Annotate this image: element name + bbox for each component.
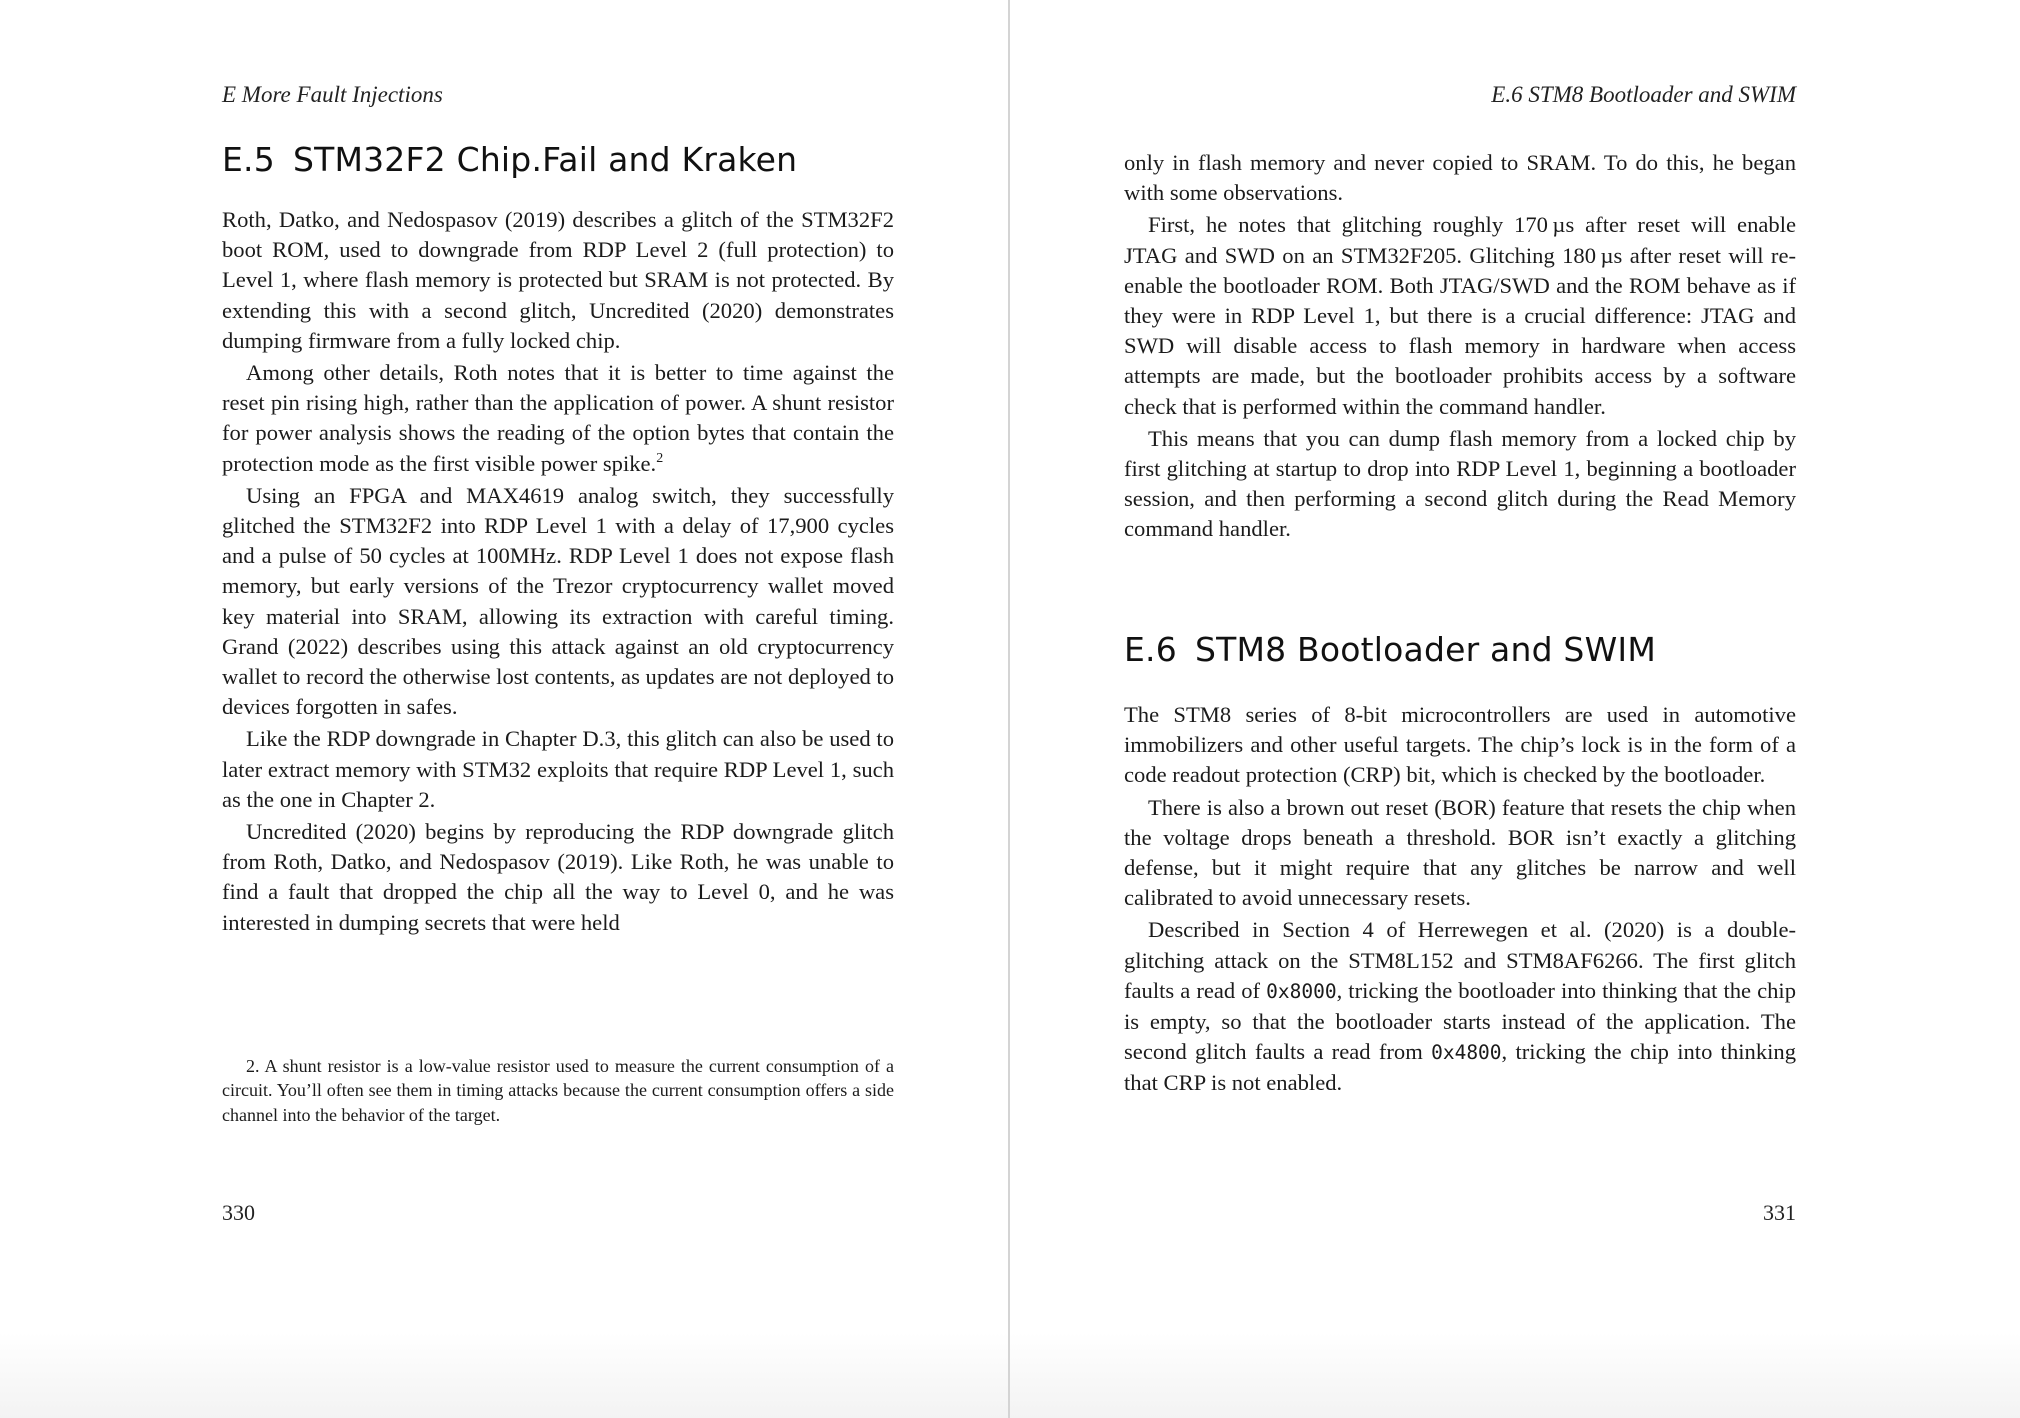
paragraph: Like the RDP downgrade in Chapter D.3, this glitch can also be used to later extract memory with STM32 exploits that require RDP Level 1, such as the one in Chapter 2.	[222, 726, 894, 812]
paragraph: only in flash memory and never copied to SRAM. To do this, he began with some observations.	[1124, 150, 1796, 206]
paragraph	[222, 358, 894, 479]
left-page	[222, 0, 894, 1418]
page-number-right: 331	[1763, 1200, 1796, 1225]
footnote: 2. A shunt resistor is a low-value resistor used to measure the current consumption of a circuit. You’ll often see them in timing attacks because the current consumption offers a side channel into the behavior of the target.	[222, 1056, 894, 1125]
section-body-e5-continued	[1124, 148, 1796, 545]
section-number: E.6	[1124, 630, 1177, 669]
paragraph: Uncredited (2020) begins by reproducing the RDP downgrade glitch from Roth, Datko, and Nedospasov (2019). Like Roth, he was unable to find a fault that dropped the chip all the way to Level 0, and he was interested in dumping secrets that were held	[222, 819, 894, 935]
section-heading-e6	[1124, 630, 1796, 669]
paragraph	[1124, 915, 1796, 1098]
paragraph-text: Described in Section 4 of Herrewegen et al. (2020) is a double-glitching attack on the STM8L152 and STM8AF6266. The first glitch faults a read of	[1124, 917, 1796, 1003]
section-body-e5	[222, 205, 894, 938]
paragraph: Using an FPGA and MAX4619 analog switch, they successfully glitched the STM32F2 into RDP Level 1 with a delay of 17,900 cycles and a pulse of 50 cycles at 100MHz. RDP Level 1 does not expose flash memory, but early versions of the Trezor cryptocurrency wallet moved key material into SRAM, allowing its extraction with careful timing. Grand (2022) describes using this attack against an old cryptocurrency wallet to record the otherwise lost contents, as updates are not deployed to devices forgotten in safes.	[222, 482, 894, 720]
section-title-text: STM8 Bootloader and SWIM	[1194, 630, 1657, 669]
footnote-marker[interactable]: 2	[656, 450, 664, 466]
section-title-text: STM32F2 Chip.Fail and Kraken	[292, 140, 798, 179]
page-number-left: 330	[222, 1200, 255, 1225]
page-gutter-divider	[1008, 0, 1010, 1418]
section-number: E.5	[222, 140, 275, 179]
section-heading-e5	[222, 140, 894, 179]
running-head-left: E More Fault Injections	[222, 82, 443, 107]
paragraph-text: Among other details, Roth notes that it is better to time against the reset pin rising high, rather than the application of power. A shunt resistor for power analysis shows the reading of the option bytes that contain the protection mode as the first visible power spike.	[222, 360, 894, 476]
right-page	[1124, 0, 1796, 1418]
inline-code-address: 0x4800	[1431, 1041, 1502, 1065]
paragraph-text: , tricking the bootloader into thinking that the chip is empty, so that the bootloader starts instead of the application. The second glitch faults a read from	[1124, 977, 1796, 1065]
paragraph-text: , tricking the chip into thinking that CRP is not enabled.	[1124, 1039, 1796, 1096]
paragraph: The STM8 series of 8-bit microcontrollers are used in automotive immobilizers and other useful targets. The chip’s lock is in the form of a code readout protection (CRP) bit, which is checked by the bootloader.	[1124, 702, 1796, 788]
paragraph: Roth, Datko, and Nedospasov (2019) describes a glitch of the STM32F2 boot ROM, used to downgrade from RDP Level 2 (full protection) to Level 1, where flash memory is protected but SRAM is not protected. By extending this with a second glitch, Uncredited (2020) demonstrates dumping firmware from a fully locked chip.	[222, 207, 894, 353]
section-body-e6	[1124, 700, 1796, 1099]
paragraph: First, he notes that glitching roughly 170 µs after reset will enable JTAG and SWD on an STM32F205. Glitching 180 µs after reset will re-enable the bootloader ROM. Both JTAG/SWD and the ROM behave as if they were in RDP Level 1, but there is a crucial difference: JTAG and SWD will disable access to flash memory in hardware when access attempts are made, but the bootloader prohibits access by a software check that is performed within the command handler.	[1124, 212, 1796, 419]
paragraph: This means that you can dump flash memory from a locked chip by first glitching at startup to drop into RDP Level 1, beginning a bootloader session, and then performing a second glitch during the Read Memory command handler.	[1124, 425, 1796, 542]
running-head-right: E.6 STM8 Bootloader and SWIM	[1491, 82, 1796, 107]
paragraph: There is also a brown out reset (BOR) feature that resets the chip when the voltage drops beneath a threshold. BOR isn’t exactly a glitching defense, but it might require that any glitches be narrow and well calibrated to avoid unnecessary resets.	[1124, 794, 1796, 911]
inline-code-address: 0x8000	[1266, 979, 1337, 1003]
